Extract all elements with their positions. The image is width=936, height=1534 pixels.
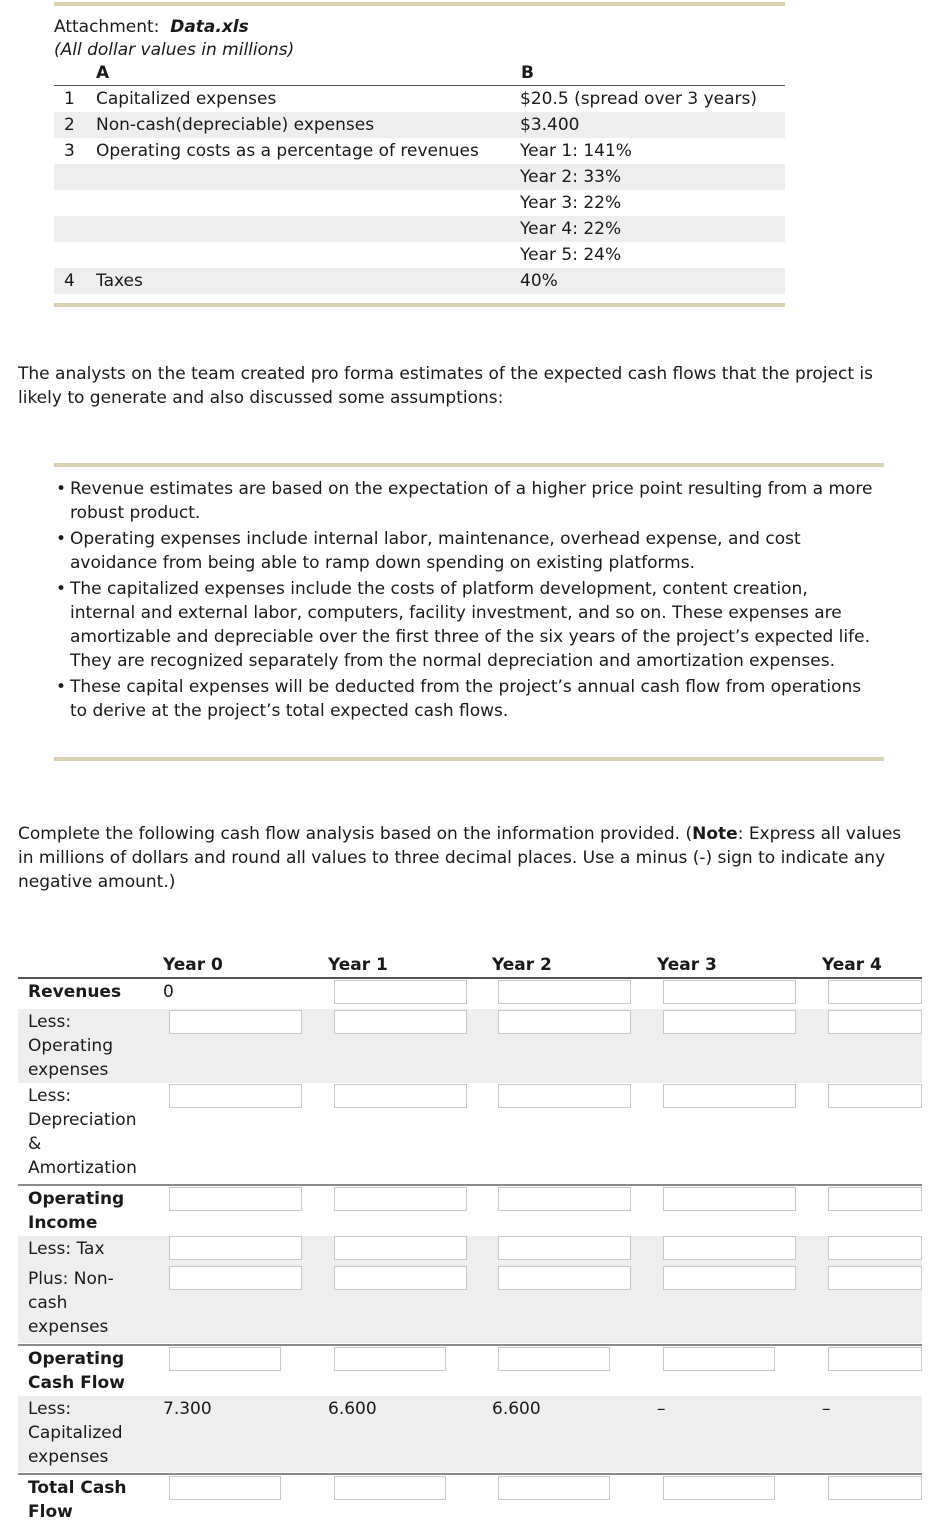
bullets-bottom-divider [54,757,884,761]
oi-year0-input[interactable] [169,1187,302,1211]
noncash-year4-input[interactable] [828,1266,922,1290]
tcf-year4-input[interactable] [828,1476,922,1500]
label-line: cash [28,1293,68,1313]
attachment-row [54,190,785,216]
instructions-pre: Complete the following cash flow analysis based on the information provided. ( [18,824,693,844]
label-line: Capitalized [28,1423,123,1443]
row-number: 4 [64,271,75,291]
label-line: Operating [28,1349,125,1369]
oi-year2-input[interactable] [498,1187,631,1211]
row-number: 1 [64,89,75,109]
attachment-row [54,112,785,138]
tax-year1-input[interactable] [334,1236,467,1260]
capex-year0-value: 7.300 [163,1399,212,1419]
row-label: Operating costs as a percentage of revenues [96,141,479,161]
da-year2-input[interactable] [498,1084,631,1108]
tcf-year0-input[interactable] [169,1476,281,1500]
label-line: Operating [28,1189,125,1209]
total-cash-flow-label [28,1476,148,1524]
label-line: Less: [28,1086,72,1106]
noncash-year3-input[interactable] [663,1266,796,1290]
row-value: 40% [520,271,558,291]
row-separator [18,1184,922,1186]
row-label: Non-cash(depreciable) expenses [96,115,375,135]
year-0-header: Year 0 [163,955,223,975]
year-3-header: Year 3 [657,955,717,975]
instructions-paragraph [18,822,918,894]
label-line: Income [28,1213,98,1233]
row-value: $20.5 (spread over 3 years) [520,89,757,109]
label-line: Cash Flow [28,1373,125,1393]
da-year3-input[interactable] [663,1084,796,1108]
label-line: Total Cash [28,1478,127,1498]
ocf-year4-input[interactable] [828,1347,922,1371]
operating-cash-flow-label [28,1347,148,1395]
row-value: $3.400 [520,115,580,135]
attachment-note: (All dollar values in millions) [54,40,295,60]
depreciation-label [28,1084,148,1180]
operating-expenses-label [28,1010,148,1082]
capex-label [28,1397,148,1469]
attachment-row [54,86,785,112]
capex-year2-value: 6.600 [492,1399,541,1419]
year-2-header: Year 2 [492,955,552,975]
label-line: Plus: Non- [28,1269,114,1289]
noncash-year2-input[interactable] [498,1266,631,1290]
capex-year3-value: – [657,1399,666,1419]
intro-paragraph: The analysts on the team created pro forma estimates of the expected cash flows that the project is likely to generate and also discussed some assumptions: [18,364,873,408]
assumption-item: • These capital expenses will be deducted from the project’s annual cash flow from operations to derive at the project’s total expected cash flows. [54,675,874,723]
year-1-header: Year 1 [328,955,388,975]
assumption-item: • The capitalized expenses include the costs of platform development, content creation, internal and external labor, computers, facility investment, and so on. These expenses are amortizable and depreciable over the first three of the six years of the project’s expected life. They are recognized separately from the normal depreciation and amortization expenses. [54,577,874,673]
table-header-rule [18,977,922,979]
bullets-top-divider [54,463,884,467]
label-line: expenses [28,1447,109,1467]
capex-year4-value: – [822,1399,831,1419]
row-value: Year 2: 33% [520,167,622,187]
label-line: Less: [28,1012,72,1032]
oi-year1-input[interactable] [334,1187,467,1211]
label-line: expenses [28,1317,109,1337]
da-year4-input[interactable] [828,1084,922,1108]
attachment-label: Attachment: [54,17,160,37]
oi-year4-input[interactable] [828,1187,922,1211]
row-separator [18,1473,922,1475]
ocf-year1-input[interactable] [334,1347,446,1371]
revenues-label: Revenues [28,982,122,1002]
note-label: Note [692,824,738,844]
row-label: Taxes [96,271,143,291]
column-b-header: B [521,63,534,83]
tcf-year2-input[interactable] [498,1476,610,1500]
attachment-row [54,268,785,294]
attachment-row [54,138,785,164]
assumption-item: • Revenue estimates are based on the expectation of a higher price point resulting from a more robust product. [54,477,874,525]
oi-year3-input[interactable] [663,1187,796,1211]
ocf-year2-input[interactable] [498,1347,610,1371]
assumption-item: • Operating expenses include internal labor, maintenance, overhead expense, and cost avoidance from being able to ramp down spending on existing platforms. [54,527,874,575]
opex-year0-input[interactable] [169,1010,302,1034]
row-number: 2 [64,115,75,135]
cash-flow-table [18,950,922,1534]
tax-year0-input[interactable] [169,1236,302,1260]
attachment-row [54,164,785,190]
noncash-label [28,1267,148,1339]
tax-label: Less: Tax [28,1239,105,1259]
attachment-bottom-divider [54,303,785,307]
ocf-year3-input[interactable] [663,1347,775,1371]
operating-income-label [28,1187,148,1235]
row-label: Capitalized expenses [96,89,277,109]
noncash-year0-input[interactable] [169,1266,302,1290]
tax-year3-input[interactable] [663,1236,796,1260]
column-a-header: A [96,63,110,83]
capex-band [18,1396,922,1472]
label-line: Operating [28,1036,113,1056]
attachment-row [54,242,785,268]
row-value: Year 3: 22% [520,193,622,213]
ocf-year0-input[interactable] [169,1347,281,1371]
top-divider [54,2,785,6]
row-separator [18,1344,922,1346]
revenues-year1-input[interactable] [334,980,467,1004]
label-line: expenses [28,1060,109,1080]
tcf-year3-input[interactable] [663,1476,775,1500]
opex-year1-input[interactable] [334,1010,467,1034]
label-line: Amortization [28,1158,137,1178]
tcf-year1-input[interactable] [334,1476,446,1500]
attachment-title [54,17,249,37]
instructions-post: : Express all values in millions of dollars and round all values to three decimal places. Use a minus (-) sign to indicate any negative amount.) [18,824,902,892]
row-value: Year 5: 24% [520,245,622,265]
revenues-year4-input[interactable] [828,980,922,1004]
attachment-row [54,216,785,242]
label-line: Less: [28,1399,72,1419]
da-year1-input[interactable] [334,1084,467,1108]
capex-year1-value: 6.600 [328,1399,377,1419]
row-number: 3 [64,141,75,161]
row-value: Year 4: 22% [520,219,622,239]
label-line: Depreciation [28,1110,137,1130]
label-line: Flow [28,1502,73,1522]
opex-year4-input[interactable] [828,1010,922,1034]
revenues-year0-value: 0 [163,982,174,1002]
revenues-year2-input[interactable] [498,980,631,1004]
noncash-year1-input[interactable] [334,1266,467,1290]
attachment-filename[interactable]: Data.xls [170,17,249,37]
revenues-year3-input[interactable] [663,980,796,1004]
tax-year2-input[interactable] [498,1236,631,1260]
opex-year3-input[interactable] [663,1010,796,1034]
opex-year2-input[interactable] [498,1010,631,1034]
label-line: & [28,1134,42,1154]
row-value: Year 1: 141% [520,141,632,161]
tax-year4-input[interactable] [828,1236,922,1260]
da-year0-input[interactable] [169,1084,302,1108]
year-4-header: Year 4 [822,955,882,975]
